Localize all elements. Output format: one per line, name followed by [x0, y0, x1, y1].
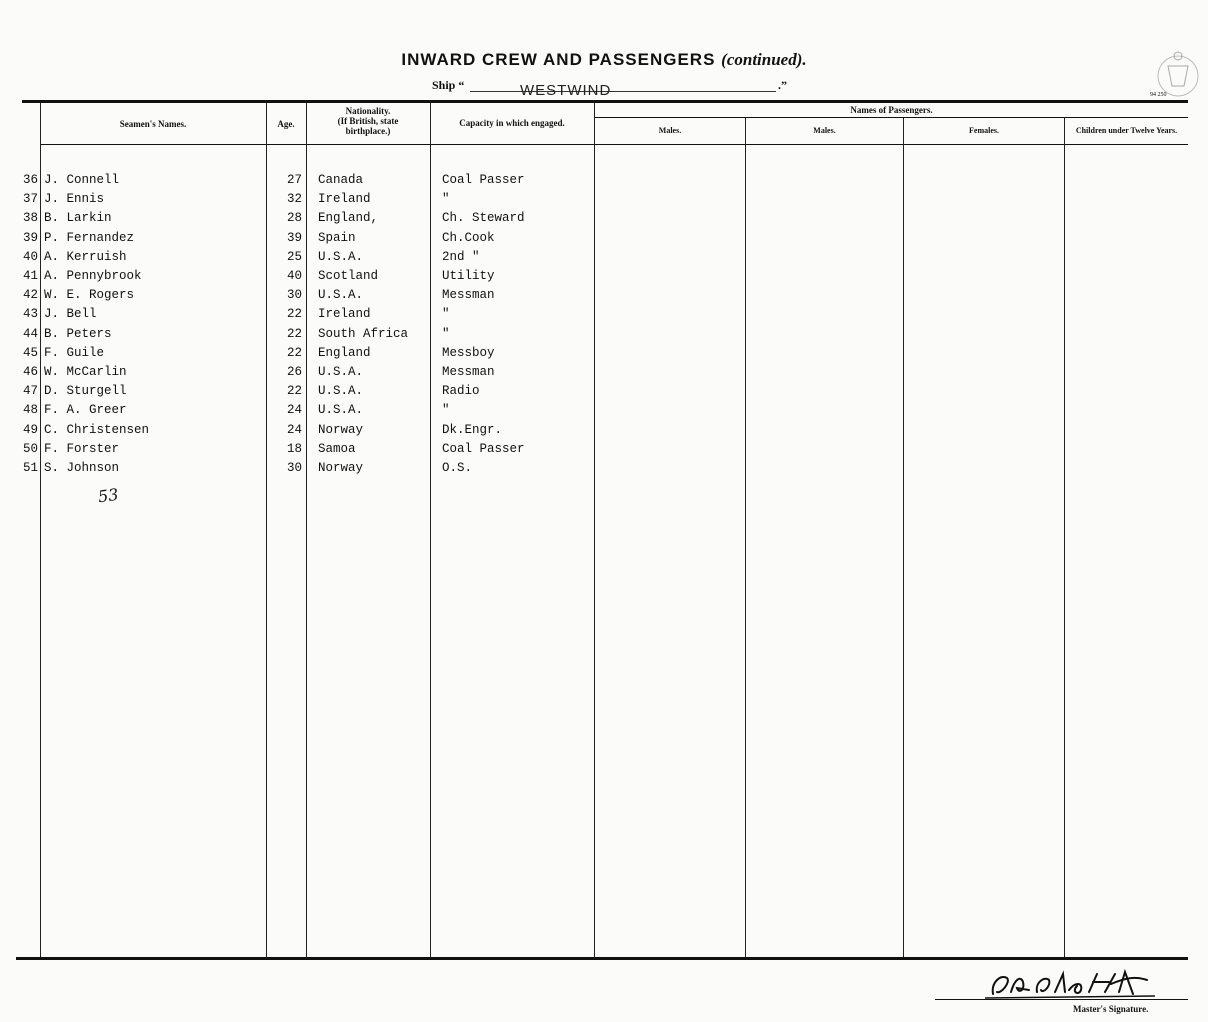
crew-number: 38 [22, 211, 38, 226]
crew-number: 37 [22, 192, 38, 207]
crew-number: 46 [22, 365, 38, 379]
crew-capacity: Messboy [442, 345, 495, 360]
crew-nationality: Norway [318, 422, 364, 437]
crew-row [0, 250, 600, 269]
signature-line [935, 999, 1188, 1000]
crew-capacity: Ch.Cook [442, 230, 495, 245]
crew-nationality: Samoa [318, 441, 356, 456]
crew-name: W. McCarlin [44, 365, 127, 379]
crew-capacity: Coal Passer [442, 173, 525, 187]
master-signature-icon [985, 968, 1160, 1002]
crew-age: 22 [286, 326, 302, 341]
crew-number: 39 [22, 230, 38, 245]
page-title [0, 50, 1208, 70]
crew-capacity: Dk.Engr. [442, 422, 503, 437]
crew-number: 44 [22, 326, 38, 341]
crew-name: W. E. Rogers [44, 288, 135, 303]
crew-age: 39 [286, 230, 302, 245]
crew-number: 36 [22, 173, 38, 187]
header-children: Children under Twelve Years. [1075, 126, 1178, 135]
crew-nationality: Canada [318, 173, 364, 187]
header-passengers-group: Names of Passengers. [850, 105, 933, 115]
handwritten-count: 53 [96, 484, 120, 507]
crew-age: 27 [286, 173, 302, 187]
crew-number: 41 [22, 269, 38, 283]
crew-row [0, 173, 600, 192]
crew-nationality: Scotland [318, 269, 379, 283]
crew-number: 43 [22, 307, 38, 322]
col-line-males1-males2 [745, 118, 746, 957]
crew-capacity: Utility [442, 269, 495, 283]
crew-capacity: " [442, 403, 450, 418]
crew-age: 40 [286, 269, 302, 283]
crew-capacity: Coal Passer [442, 441, 525, 456]
crew-row [0, 288, 600, 307]
col-line-males2-females [903, 118, 904, 957]
crest-stamp-icon [1150, 36, 1202, 116]
crew-number: 45 [22, 345, 38, 360]
form-number: 94 250 [1150, 92, 1167, 98]
bottom-rule [16, 957, 1188, 960]
header-nationality-line3: birthplace.) [345, 126, 391, 136]
title-suffix: (continued). [721, 50, 807, 69]
header-nationality-line1: Nationality. [345, 106, 391, 116]
ship-close-quote: .” [778, 78, 787, 92]
crew-capacity: Messman [442, 365, 495, 379]
crew-row [0, 346, 600, 365]
crew-nationality: U.S.A. [318, 249, 364, 264]
crew-age: 24 [286, 403, 302, 418]
header-nationality [306, 106, 430, 136]
header-age: Age. [277, 119, 295, 129]
crew-name: F. Forster [44, 441, 120, 456]
crew-nationality: U.S.A. [318, 403, 364, 418]
crew-capacity: O.S. [442, 461, 473, 475]
header-males-1: Males. [658, 126, 682, 135]
crew-name: C. Christensen [44, 422, 150, 437]
crew-row [0, 423, 600, 442]
crew-row [0, 192, 600, 211]
crew-number: 48 [22, 403, 38, 418]
crew-row [0, 403, 600, 422]
header-nationality-line2: (If British, state [337, 116, 399, 126]
crew-capacity: " [442, 307, 450, 322]
crew-capacity: Ch. Steward [442, 211, 525, 226]
crew-row [0, 384, 600, 403]
ship-label: Ship “ [432, 78, 465, 92]
crew-nationality: Norway [318, 461, 364, 475]
header-capacity: Capacity in which engaged. [459, 118, 565, 128]
top-rule [22, 100, 1188, 103]
signature-label: Master's Signature. [1073, 1004, 1149, 1014]
crew-row [0, 231, 600, 250]
crew-age: 18 [286, 441, 302, 456]
crew-age: 22 [286, 307, 302, 322]
crew-row [0, 442, 600, 461]
crew-nationality: U.S.A. [318, 365, 364, 379]
crew-name: J. Ennis [44, 192, 105, 207]
crew-capacity: " [442, 192, 450, 207]
crew-nationality: U.S.A. [318, 384, 364, 399]
crew-name: B. Peters [44, 326, 112, 341]
crew-age: 28 [286, 211, 302, 226]
crew-age: 30 [286, 461, 302, 475]
crew-age: 22 [286, 345, 302, 360]
passenger-group-rule [595, 117, 1188, 118]
crew-number: 42 [22, 288, 38, 303]
crew-name: F. Guile [44, 345, 105, 360]
crew-name: J. Connell [44, 173, 120, 187]
ship-name [520, 82, 611, 99]
crew-nationality: U.S.A. [318, 288, 364, 303]
crew-row [0, 211, 600, 230]
crew-name: P. Fernandez [44, 230, 135, 245]
crew-age: 24 [286, 422, 302, 437]
crew-number: 51 [22, 461, 38, 475]
crew-row [0, 327, 600, 346]
ship-name-value: WESTWIND [520, 82, 612, 99]
ship-underline [470, 91, 776, 92]
crew-nationality: Ireland [318, 192, 371, 207]
header-females: Females. [969, 126, 999, 135]
crew-nationality: Spain [318, 230, 356, 245]
crew-age: 25 [286, 249, 302, 264]
crew-capacity: 2nd " [442, 249, 480, 264]
crew-name: D. Sturgell [44, 384, 127, 399]
crew-name: S. Johnson [44, 461, 120, 475]
crew-name: B. Larkin [44, 211, 112, 226]
crew-age: 30 [286, 288, 302, 303]
title-text: INWARD CREW AND PASSENGERS [401, 50, 716, 69]
crew-name: A. Kerruish [44, 249, 127, 264]
col-line-females-children [1064, 118, 1065, 957]
header-bottom-rule [40, 144, 1188, 145]
crew-name: J. Bell [44, 307, 97, 322]
header-seamen-names: Seamen's Names. [119, 119, 187, 129]
crew-row [0, 269, 600, 288]
crew-name: F. A. Greer [44, 403, 127, 418]
crew-nationality: England, [318, 211, 379, 226]
crew-capacity: " [442, 326, 450, 341]
crew-capacity: Messman [442, 288, 495, 303]
crew-age: 26 [286, 365, 302, 379]
crew-age: 22 [286, 384, 302, 399]
crew-age: 32 [286, 192, 302, 207]
crew-nationality: England [318, 345, 371, 360]
crew-number: 50 [22, 441, 38, 456]
crew-nationality: South Africa [318, 326, 409, 341]
crew-row [0, 365, 600, 384]
crew-name: A. Pennybrook [44, 269, 142, 283]
crew-number: 47 [22, 384, 38, 399]
crew-number: 40 [22, 249, 38, 264]
crew-nationality: Ireland [318, 307, 371, 322]
crew-row [0, 461, 600, 480]
header-males-2: Males. [813, 126, 836, 135]
crew-row [0, 307, 600, 326]
crew-number: 49 [22, 422, 38, 437]
crew-capacity: Radio [442, 384, 480, 399]
